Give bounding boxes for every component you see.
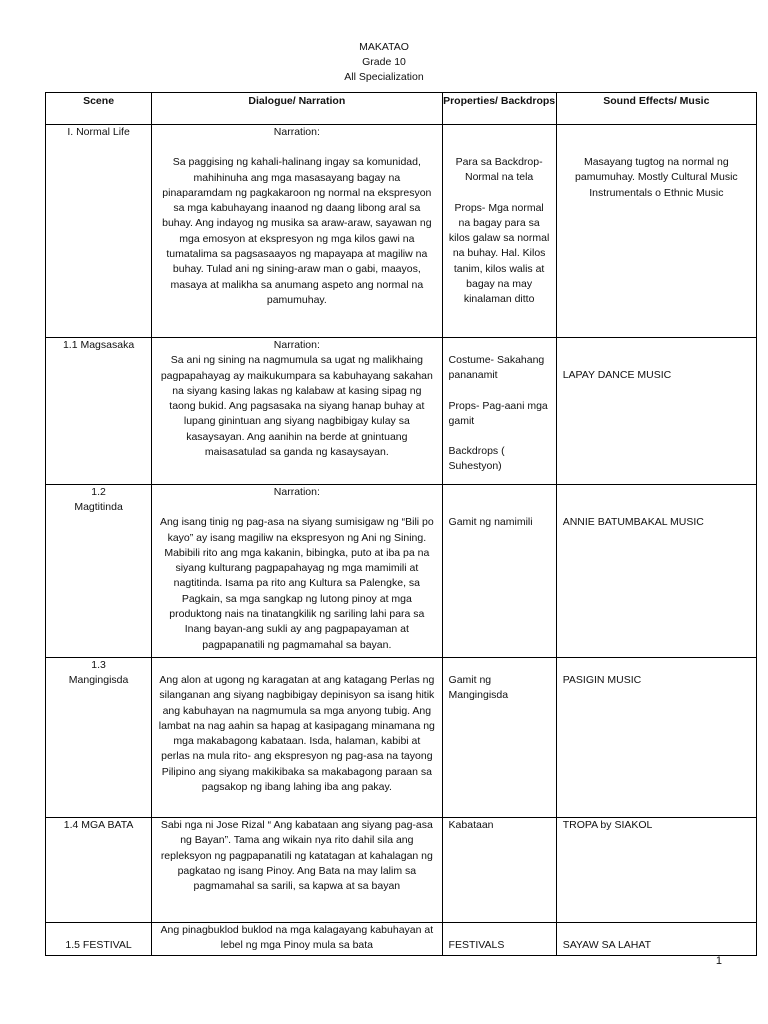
table-row xyxy=(46,125,757,338)
sound-cell xyxy=(556,818,756,923)
sound-text: ANNIE BATUMBAKAL MUSIC xyxy=(562,516,704,528)
scene-label: 1.5 FESTIVAL xyxy=(65,939,132,951)
narration-label: Narration: xyxy=(273,339,320,351)
sound-text: SAYAW SA LAHAT xyxy=(562,939,652,951)
dialogue-text: Ang pinagbuklod buklod na mga kalagayang kabuhayan at lebel ng mga Pinoy mula sa bata xyxy=(160,924,434,952)
props-text: Gamit ng Mangingisda xyxy=(448,674,509,702)
sound-cell xyxy=(556,125,756,338)
header-scene: Scene xyxy=(46,93,152,125)
props-cell xyxy=(442,125,556,338)
sound-text: LAPAY DANCE MUSIC xyxy=(562,369,672,381)
props-text: Para sa Backdrop- Normal na tela xyxy=(455,156,543,184)
table-header-row xyxy=(46,93,757,125)
table-row xyxy=(46,923,757,956)
sound-text: TROPA by SIAKOL xyxy=(562,819,653,831)
sound-text: PASIGIN MUSIC xyxy=(562,674,642,686)
dialogue-cell xyxy=(152,125,442,338)
scene-label: 1.3 xyxy=(91,659,106,671)
scene-cell xyxy=(46,338,152,485)
props-text: Gamit ng namimili xyxy=(448,516,533,528)
dialogue-cell xyxy=(152,338,442,485)
scene-label: Magtitinda xyxy=(74,501,123,514)
table-row xyxy=(46,485,757,658)
sound-cell xyxy=(556,338,756,485)
props-cell xyxy=(442,338,556,485)
dialogue-cell xyxy=(152,658,442,818)
scene-label: 1.1 Magsasaka xyxy=(62,339,135,351)
props-cell xyxy=(442,923,556,956)
props-cell xyxy=(442,818,556,923)
props-text: Props- Pag-aani mga gamit xyxy=(448,399,548,427)
narration-label: Narration: xyxy=(273,486,320,498)
scene-cell xyxy=(46,485,152,658)
scene-cell xyxy=(46,658,152,818)
table-row xyxy=(46,338,757,485)
scene-label: 1.4 MGA BATA xyxy=(63,819,134,831)
table-row xyxy=(46,818,757,923)
props-text: Kabataan xyxy=(448,819,494,831)
sound-cell xyxy=(556,485,756,658)
scene-cell xyxy=(46,818,152,923)
scene-label: I. Normal Life xyxy=(67,126,130,138)
header-properties: Properties/ Backdrops xyxy=(442,93,556,125)
dialogue-text: Sa paggising ng kahali-halinang ingay sa komunidad, mahihinuha ang mga masasayang bagay na pinaparamdam ng pagkakaroon ng normal na ekspresyon sa mga kabuhayang inaanod ng daang libong aral sa buhay. Ang indayog ng musika sa araw-araw, sayawan ng mga emosyon at ekspresyon ng mga kilos gawi na tumatalima sa pagsasaayos ng mapayapa at magiliw na buhay. Tulad ani ng sining-araw man o gabi, maayos, masaya at malikha sa anumang aspeto ang normal na pamumuhay. xyxy=(162,156,432,306)
grade-label: Grade 10 xyxy=(362,56,406,68)
dialogue-cell xyxy=(152,485,442,658)
props-cell xyxy=(442,658,556,818)
scene-label: 1.2 xyxy=(91,486,106,498)
dialogue-cell xyxy=(152,818,442,923)
scene-cell xyxy=(46,125,152,338)
header-dialogue: Dialogue/ Narration xyxy=(152,93,442,125)
specialization-label: All Specialization xyxy=(344,71,424,83)
dialogue-text: Sabi nga ni Jose Rizal “ Ang kabataan ang siyang pag-asa ng Bayan”. Tama ang wikain nya rito dahil sila ang repleksyon ng pagpapanatili ng katatagan at kahalagan ng pagkatao ng isang Pinoy. Ang Bata na may lalim sa pagmamahal sa sarili, sa kapwa at sa bayan xyxy=(160,819,433,893)
narration-label: Narration: xyxy=(273,126,320,138)
dialogue-text: Ang isang tinig ng pag-asa na siyang sumisigaw ng “Bili po kayo” ay isang magiliw na ekspresyon ng Ani ng Sining. Mabibili rito ang mga kakanin, bibingka, puto at iba pa na siyang kulturang pagpapahayag ng mga mamimili at nagtitinda. Isama pa rito ang Kultura sa Palengke, sa Pagkain, sa mga sangkap ng lutong pinoy at mga produktong nais na tinatangkilik ng sariling lahi para sa Inang bayan-ang sukli ay ang pagpapayaman at pagpapanatili ng pagmamahal sa bayan. xyxy=(159,516,434,651)
scene-cell xyxy=(46,923,152,956)
sound-cell xyxy=(556,923,756,956)
dialogue-text: Ang alon at ugong ng karagatan at ang katagang Perlas ng silanganan ang siyang nagbibigay depinisyon sa isang hitik ang kabuhayan na nagmumula sa mga anyong tubig. Ang lambat na nag aahin sa hapag at kasipagang minamana ng mga makabagong kabataan. Isda, halaman, kabibi at perlas na mula rito- ang ekspresyon ng pag-asa na tayong Pilipino ang siyang makikibaka sa makabagong paraan sa pagsakop ng ibang lahing iba ang pakay. xyxy=(158,674,435,794)
props-cell xyxy=(442,485,556,658)
dialogue-cell xyxy=(152,923,442,956)
sound-cell xyxy=(556,658,756,818)
document-title: MAKATAO xyxy=(359,41,409,53)
props-text: Backdrops ( Suhestyon) xyxy=(448,445,505,473)
table-row xyxy=(46,658,757,818)
scene-label: Mangingisda xyxy=(68,674,129,687)
sound-text: Masayang tugtog na normal ng pamumuhay. Mostly Cultural Music Instrumentals o Ethnic Music xyxy=(575,156,738,199)
props-text: Props- Mga normal na bagay para sa kilos galaw sa normal na buhay. Hal. Kilos tanim, kilos walis at bagay na may kinalaman ditto xyxy=(448,201,550,306)
dialogue-text: Sa ani ng sining na nagmumula sa ugat ng malikhaing pagpapahayag ay maikukumpara sa kabuhayang sakahan na siyang kasing lakas ng kalabaw at kasing sipag ng taong bukid. Ang pagsasaka na siyang hanap buhay at lupang ginintuan ang siyang nagbibigay kulay sa kasaysayan. Ang aanihin na berde at gnintuang maisasatulad sa ganda ng kasaysayan. xyxy=(160,354,433,459)
props-text: FESTIVALS xyxy=(448,939,505,951)
header-sound: Sound Effects/ Music xyxy=(556,93,756,125)
script-table xyxy=(45,92,757,956)
page-number: 1 xyxy=(715,955,722,967)
props-text: Costume- Sakahang pananamit xyxy=(448,354,545,382)
